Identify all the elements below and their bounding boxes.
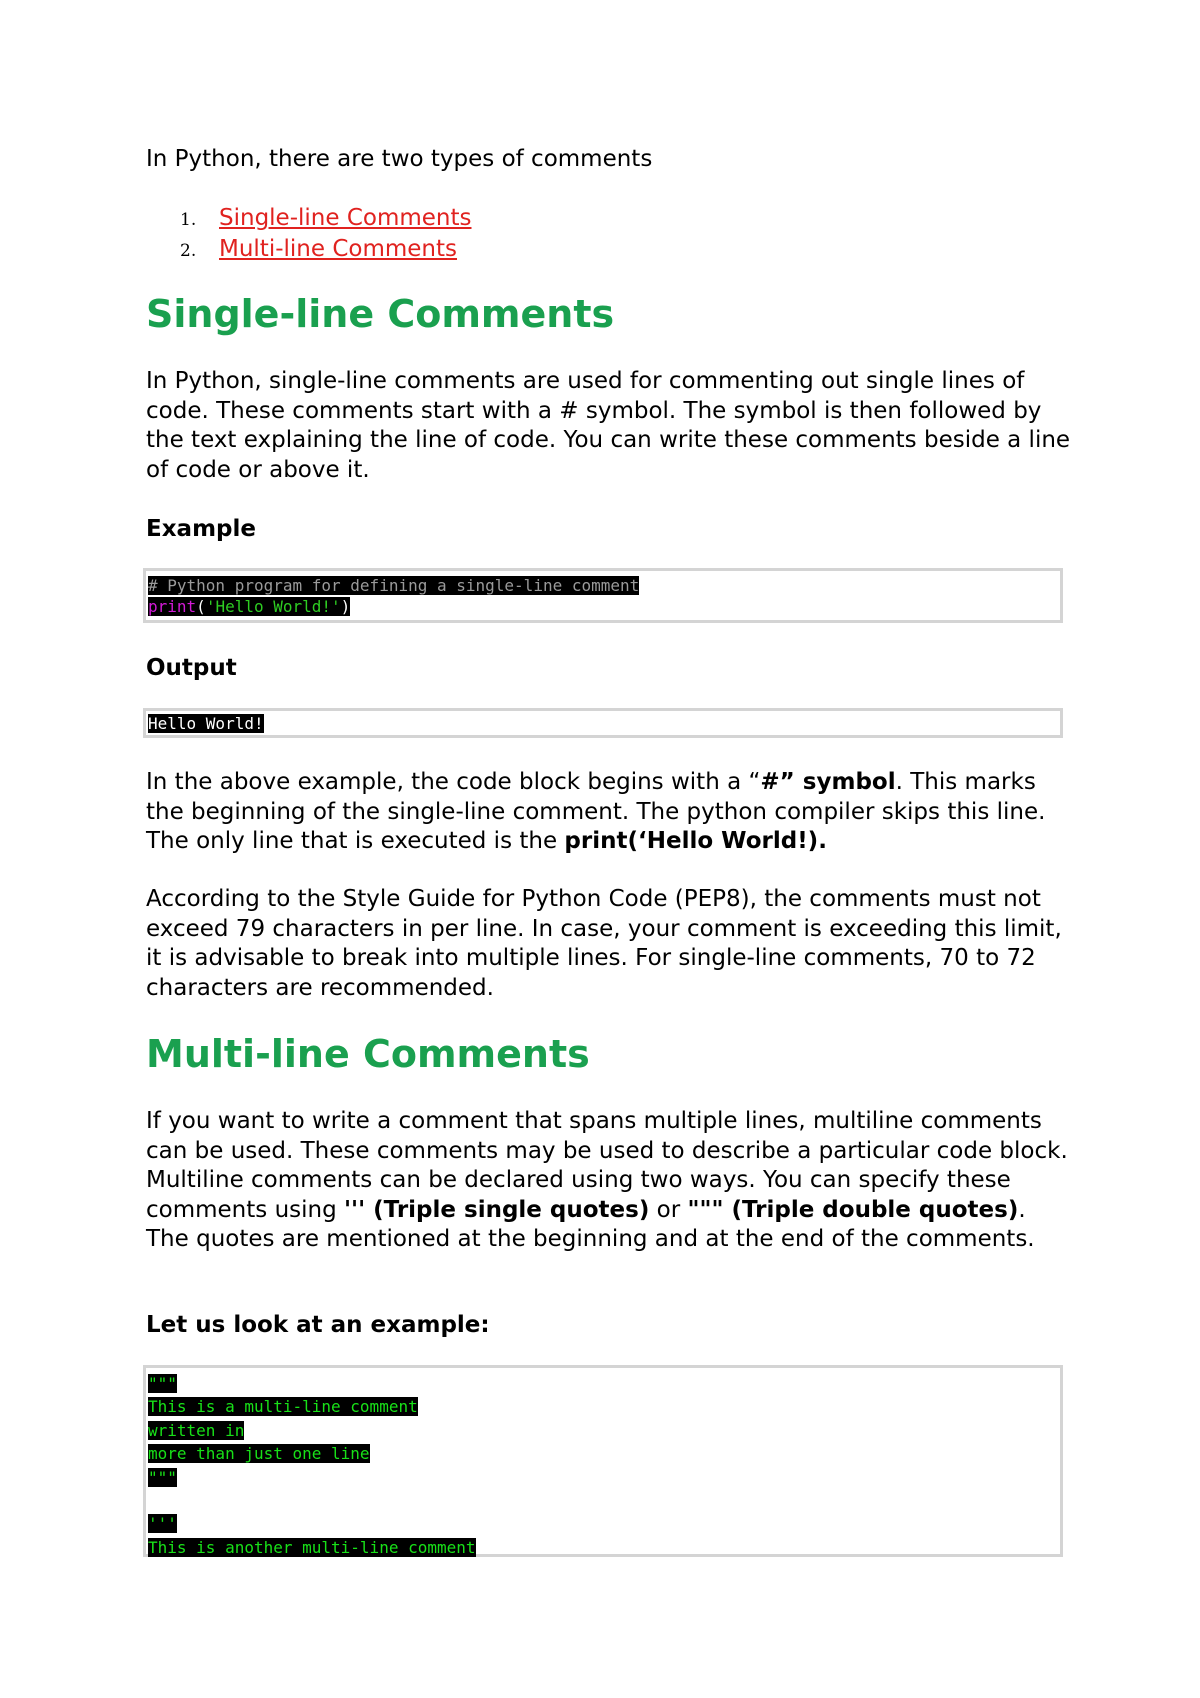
toc-number: 2. (180, 241, 197, 261)
table-of-contents (146, 203, 472, 265)
code-block-single (143, 568, 1063, 623)
explanation-paragraph (146, 768, 1071, 857)
output-line (148, 713, 1060, 734)
multi-bold-single-quotes: ''' (Triple single quotes) (344, 1196, 650, 1223)
code-line-empty (148, 1489, 1060, 1512)
multi-text: . The quotes are mentioned at the beginning and at the end of the comments. (146, 1196, 1035, 1252)
code-text: This is a multi-line comment (148, 1397, 418, 1417)
explain-bold-symbol: #” symbol (760, 769, 896, 795)
code-keyword: print (148, 597, 197, 616)
code-paren: ( (196, 597, 206, 616)
explain-text: In the above example, the code block begins with a “ (146, 769, 761, 795)
output-label: Output (146, 655, 237, 681)
multi-text: If you want to write a comment that spans multiple lines, multiline comments can be used. These comments may be used to describe a particular code block. Multiline comments can be declared using two ways. You can specify these comments using (146, 1108, 1068, 1223)
example-label: Example (146, 516, 256, 542)
code-text: """ (148, 1374, 177, 1393)
code-text: This is another multi-line comment (148, 1537, 476, 1557)
code-line (148, 596, 1060, 617)
heading-multi-line: Multi-line Comments (146, 1032, 590, 1076)
code-line (148, 1395, 1060, 1418)
code-line (148, 1512, 1060, 1535)
output-text: Hello World! (148, 714, 264, 733)
code-text: ''' (148, 1514, 177, 1534)
explain-bold-print: print(‘Hello World!). (564, 828, 827, 854)
multi-text: or (649, 1196, 688, 1223)
intro-text: In Python, there are two types of comments (146, 146, 653, 172)
single-line-paragraph: In Python, single-line comments are used for commenting out single lines of code. These comments start with a # symbol. The symbol is then followed by the text explaining the line of code. You can write these comments beside a line of code or above it. (146, 368, 1071, 483)
code-line (148, 1466, 1060, 1489)
pep8-paragraph: According to the Style Guide for Python Code (PEP8), the comments must not exceed 79 characters in per line. In case, your comment is exceeding this limit, it is advisable to break into multiple lines. For single-line comments, 70 to 72 characters are recommended. (146, 886, 1062, 1001)
explain-text: . This marks the beginning of the single-line comment. The python compiler skips this line. The only line that is executed is the (146, 769, 1046, 854)
toc-item-multi (146, 234, 472, 265)
code-string: 'Hello World!' (205, 597, 341, 616)
code-line (148, 1372, 1060, 1395)
code-text: """ (148, 1467, 177, 1487)
code-line (148, 1536, 1060, 1559)
code-block-multi (143, 1365, 1063, 1557)
code-line (148, 1442, 1060, 1465)
multi-line-paragraph (146, 1107, 1071, 1255)
output-block (143, 708, 1063, 738)
toc-item-single (146, 203, 472, 234)
toc-number: 1. (180, 210, 197, 230)
multi-bold-double-quotes: """ (Triple double quotes) (687, 1196, 1019, 1223)
code-paren: ) (340, 597, 351, 616)
heading-single-line: Single-line Comments (146, 292, 615, 336)
code-line (148, 575, 1060, 596)
toc-link-multi-line[interactable]: Multi-line Comments (219, 236, 458, 262)
code-line (148, 1419, 1060, 1442)
code-comment: # Python program for defining a single-line comment (148, 576, 640, 595)
code-text: written in (148, 1420, 245, 1440)
toc-link-single-line[interactable]: Single-line Comments (219, 205, 472, 231)
code-text: more than just one line (148, 1444, 370, 1464)
example-label-multi: Let us look at an example: (146, 1312, 490, 1338)
